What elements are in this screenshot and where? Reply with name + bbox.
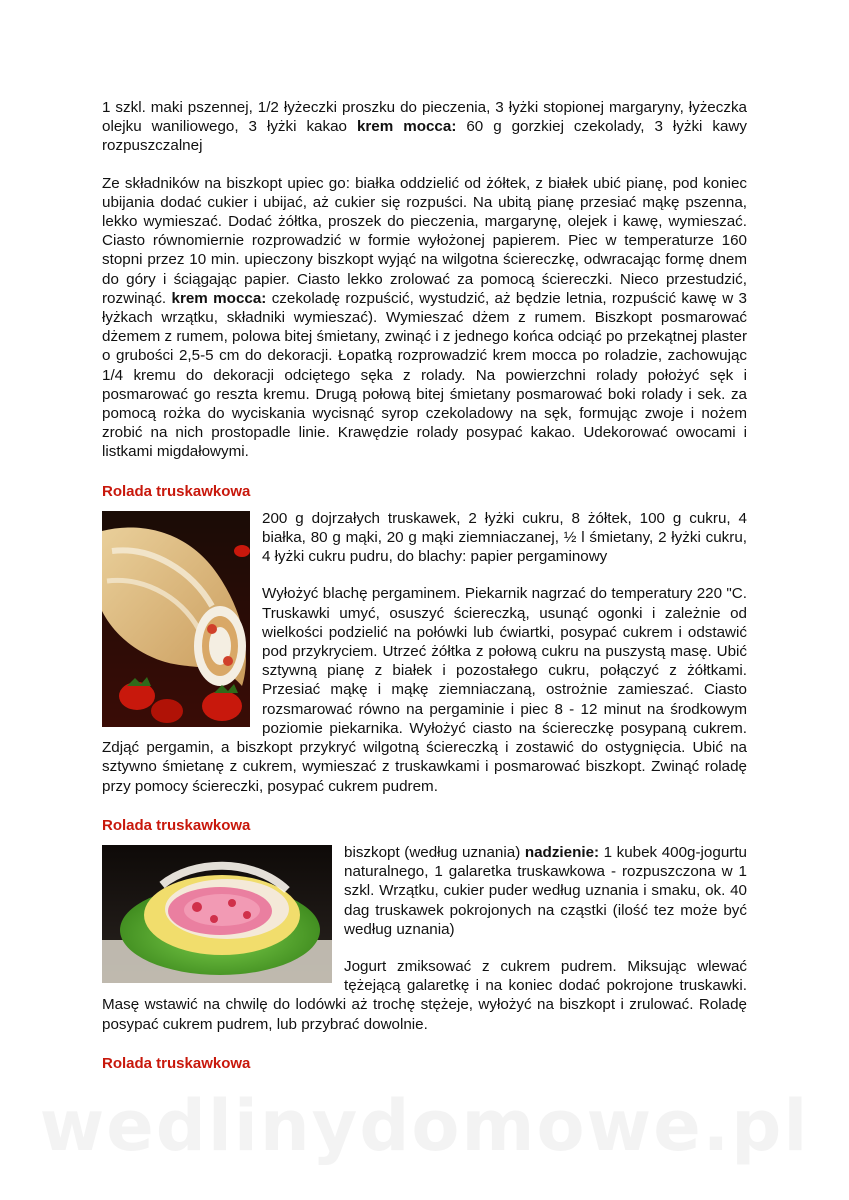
intro-instructions: Ze składników na biszkopt upiec go: białka oddzielić od żółtek, z białek ubić pianę, pod koniec ubijania dodać cukier i ubijać, aż cukier się rozpuści. Na ubitą pianę przesiać mąkę pszenna, lekko wymieszać. Dodać żółtka, proszek do pieczenia, margarynę, olejek i kawę, wymieszać. Ciasto równomiernie rozprowadzić w formie wyłożonej papierem. Piec w temperaturze 160 stopni przez 10 min. upieczony biszkopt wyjąć na wilgotna ściereczkę, odwracając formę dnem do góry i ściągając papier. Ciasto lekko zrolować za pomocą ściereczki. Nieco przestudzić, rozwinąć. krem mocca: czekoladę rozpuścić, wystudzić, aż będzie letnia, rozpuścić kawę w 3 łyżkach wrzątku, składniki wymieszać). Wymieszać dżem z rumem. Biszkopt posmarować dżemem z rumem, polowa bitej śmietany, zwinąć i z jednego końca odciąć po przekątnej plaster o grubości 2,5-5 cm do dekoracji. Łopatką rozprowadzić krem mocca po roladzie, zachowując 1/4 kremu do dekoracji odciętego sęka z rolady. Na powierzchni rolady położyć sęk i posmarować go reszta kremu. Drugą połową bitej śmietany posmarować boki rolady i sek. za pomocą rożka do wyciskania wycisnąć syrop czekoladowy na sęk, formując zwoje i nożem zrobić na nich prostopadle linie. Krawędzie rolady posypać kakao. Udekorować owocami i listkami migdałowymi. [102,174,747,461]
strawberry-roll-photo-1 [102,511,250,727]
recipe2-title: Rolada truskawkowa [102,816,251,834]
recipe1-title: Rolada truskawkowa [102,482,251,500]
recipe3-title: Rolada truskawkowa [102,1054,251,1072]
strawberry-roll-photo-2 [102,845,332,983]
recipe2-ingredients: biszkopt (według uznania) nadzienie: 1 kubek 400g-jogurtu naturalnego, 1 galaretka truskawkowa - rozpuszczona w 1 szkl. Wrzątku, cukier puder według uznania i smaku, ok. 40 dag truskawek pokrojonych na cząstki (ilość tez może być według uznania) [344,843,747,938]
intro-ingredients: 1 szkl. maki pszennej, 1/2 łyżeczki proszku do pieczenia, 3 łyżki stopionej margaryny, łyżeczka olejku waniliowego, 3 łyżki kakao krem mocca: 60 g gorzkiej czekolady, 3 łyżki kawy rozpuszczalnej [102,99,747,155]
watermark: wedlinydomowe.pl [39,1085,810,1167]
recipe1-instructions: Wyłożyć blachę pergaminem. Piekarnik nagrzać do temperatury 220 "C. Truskawki umyć, osuszyć ściereczką, usunąć ogonki i zależnie od wielkości podzielić na połówki lub ćwiartki, posypać cukrem i odstawić pod przykryciem. Utrzeć żółtka z połową cukru na puszystą masę. Ubić sztywną pianę z białek i pozostałego cukru, połączyć z żółtkami. Przesiać mąkę i mąkę ziemniaczaną, ostrożnie zamieszać. Ciasto rozsmarować równo na pergaminie i piec 8 - 12 minut na środkowym poziomie piekarnika. Wyłożyć ciasto na ściereczkę posypaną cukrem. Zdjąć pergamin, a biszkopt przykryć wilgotną ściereczką i zostawić do ostygnięcia. Ubić na sztywno śmietanę z cukrem, wymieszać z truskawkami i posmarować biszkopt. Zwinąć roladę przy pomocy ściereczki, posypać cukrem pudrem. [102,585,747,795]
recipe2-instructions: Jogurt zmiksować z cukrem pudrem. Miksując wlewać tężejącą galaretkę i na koniec dodać pokrojone truskawki. Masę wstawić na chwilę do lodówki aż trochę stężeje, wyłożyć na biszkopt i zrulować. Roladę posypać cukrem pudrem, lub przybrać dowolnie. [102,957,747,1033]
document-page [102,98,747,1081]
recipe1-ingredients: 200 g dojrzałych truskawek, 2 łyżki cukru, 8 żółtek, 100 g cukru, 4 białka, 80 g mąki, 20 g mąki ziemniaczanej, ½ l śmietany, 2 łyżki cukru, 4 łyżki cukru pudru, do blachy: papier pergaminowy [262,509,747,566]
